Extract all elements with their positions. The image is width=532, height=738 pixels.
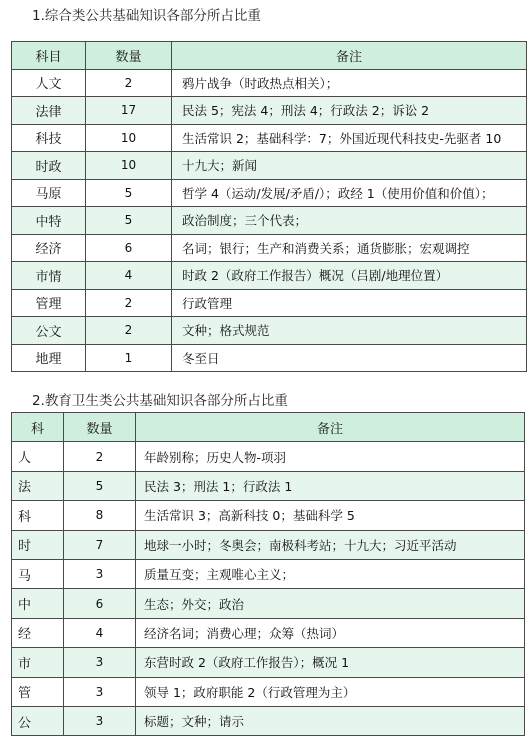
cell-subject: 人文 [12, 69, 86, 97]
cell-note: 鸦片战争（时政热点相关）； [172, 69, 527, 97]
cell-subject: 时 [12, 530, 64, 559]
cell-subject: 法律 [12, 97, 86, 125]
column-header-count: 数量 [64, 413, 136, 442]
cell-subject: 经济 [12, 234, 86, 262]
column-header-note: 备注 [172, 42, 527, 70]
table-row [12, 589, 525, 618]
cell-note: 行政管理 [172, 289, 527, 317]
cell-note: 质量互变；主观唯心主义； [136, 559, 525, 588]
cell-note: 哲学 4（运动/发展/矛盾/）；政经 1（使用价值和价值）； [172, 179, 527, 207]
cell-note: 政治制度；三个代表； [172, 207, 527, 235]
cell-count: 3 [64, 559, 136, 588]
column-header-count: 数量 [86, 42, 172, 70]
table-row [12, 618, 525, 647]
table-row [12, 344, 527, 372]
cell-count: 8 [64, 501, 136, 530]
cell-count: 2 [86, 289, 172, 317]
cell-count: 1 [86, 344, 172, 372]
cell-count: 17 [86, 97, 172, 125]
cell-count: 2 [64, 442, 136, 471]
table-row [12, 124, 527, 152]
cell-note: 十九大；新闻 [172, 152, 527, 180]
table-row [12, 207, 527, 235]
cell-subject: 中特 [12, 207, 86, 235]
subject-proportion-table-comprehensive [11, 41, 527, 372]
column-header-subject: 科目 [12, 42, 86, 70]
section2-heading: 2.教育卫生类公共基础知识各部分所占比重 [32, 393, 288, 409]
cell-subject: 地理 [12, 344, 86, 372]
column-header-note: 备注 [136, 413, 525, 442]
cell-count: 7 [64, 530, 136, 559]
cell-note: 东营时政 2（政府工作报告）；概况 1 [136, 648, 525, 677]
cell-subject: 经 [12, 618, 64, 647]
table-row [12, 69, 527, 97]
table-header-row [12, 42, 527, 70]
cell-subject: 管 [12, 677, 64, 706]
cell-subject: 管理 [12, 289, 86, 317]
cell-subject: 马 [12, 559, 64, 588]
cell-count: 5 [86, 179, 172, 207]
table-row [12, 530, 525, 559]
table-row [12, 317, 527, 345]
cell-note: 冬至日 [172, 344, 527, 372]
section1-heading: 1.综合类公共基础知识各部分所占比重 [32, 8, 261, 24]
cell-subject: 法 [12, 471, 64, 500]
cell-subject: 马原 [12, 179, 86, 207]
cell-subject: 科 [12, 501, 64, 530]
table-row [12, 152, 527, 180]
table-row [12, 179, 527, 207]
cell-count: 2 [86, 317, 172, 345]
cell-subject: 中 [12, 589, 64, 618]
cell-count: 5 [86, 207, 172, 235]
cell-subject: 时政 [12, 152, 86, 180]
cell-count: 6 [86, 234, 172, 262]
cell-note: 时政 2（政府工作报告）概况（吕剧/地理位置） [172, 262, 527, 290]
cell-note: 生活常识 2；基础科学：7；外国近现代科技史-先驱者 10 [172, 124, 527, 152]
cell-note: 领导 1；政府职能 2（行政管理为主） [136, 677, 525, 706]
table-row [12, 559, 525, 588]
table-row [12, 262, 527, 290]
cell-count: 10 [86, 124, 172, 152]
table-header-row [12, 413, 525, 442]
cell-count: 6 [64, 589, 136, 618]
cell-count: 4 [86, 262, 172, 290]
cell-count: 4 [64, 618, 136, 647]
cell-note: 生态；外交；政治 [136, 589, 525, 618]
cell-note: 文种；格式规范 [172, 317, 527, 345]
table-row [12, 289, 527, 317]
cell-count: 3 [64, 648, 136, 677]
cell-note: 名词；银行；生产和消费关系；通货膨胀；宏观调控 [172, 234, 527, 262]
cell-count: 3 [64, 677, 136, 706]
table-row [12, 234, 527, 262]
table-row [12, 97, 527, 125]
cell-note: 生活常识 3；高新科技 0；基础科学 5 [136, 501, 525, 530]
cell-subject: 市 [12, 648, 64, 677]
cell-subject: 公 [12, 706, 64, 735]
subject-proportion-table-education-health [11, 412, 525, 736]
cell-count: 10 [86, 152, 172, 180]
cell-note: 年龄别称；历史人物-项羽 [136, 442, 525, 471]
cell-subject: 市情 [12, 262, 86, 290]
table-row [12, 706, 525, 735]
table-row [12, 471, 525, 500]
cell-note: 地球一小时；冬奥会；南极科考站；十九大；习近平活动 [136, 530, 525, 559]
table-row [12, 442, 525, 471]
cell-note: 标题；文种；请示 [136, 706, 525, 735]
table-row [12, 501, 525, 530]
cell-count: 2 [86, 69, 172, 97]
table-row [12, 648, 525, 677]
cell-subject: 人 [12, 442, 64, 471]
table-row [12, 677, 525, 706]
cell-count: 5 [64, 471, 136, 500]
cell-count: 3 [64, 706, 136, 735]
cell-subject: 科技 [12, 124, 86, 152]
cell-note: 经济名词；消费心理；众筹（热词） [136, 618, 525, 647]
cell-subject: 公文 [12, 317, 86, 345]
column-header-subject: 科 [12, 413, 64, 442]
cell-note: 民法 3；刑法 1；行政法 1 [136, 471, 525, 500]
cell-note: 民法 5；宪法 4；刑法 4；行政法 2；诉讼 2 [172, 97, 527, 125]
